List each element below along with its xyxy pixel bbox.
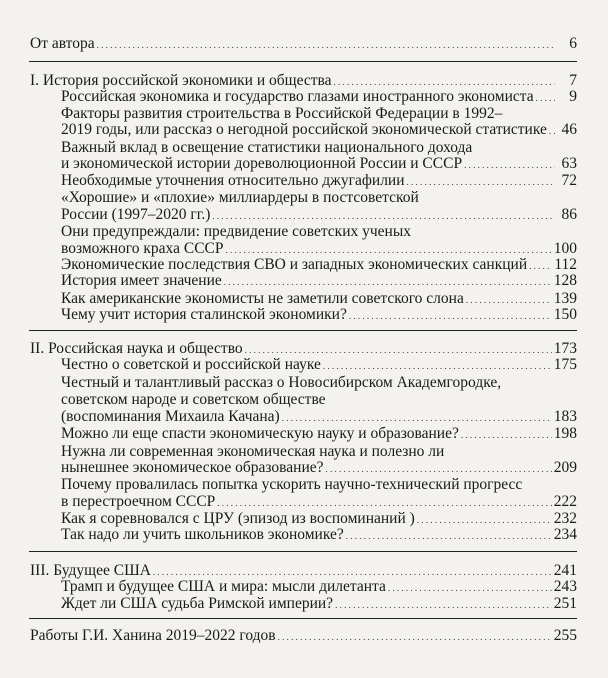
leader-dots	[407, 172, 555, 191]
toc-entry-title: Экономические последствия СВО и западных экономических санкций	[61, 256, 528, 273]
toc-entry-page: 243	[553, 578, 577, 595]
toc-entry-page: 150	[553, 306, 577, 323]
toc-entry-page: 112	[554, 256, 577, 273]
toc-entry-page: 173	[553, 340, 577, 357]
leader-dots	[536, 88, 555, 107]
toc-entry-page: 100	[553, 240, 577, 257]
toc-entry-title: в перестроечном СССР	[61, 493, 216, 510]
toc-entry-title-line: «Хорошие» и «плохие» миллиардеры в постсоветской	[61, 189, 419, 206]
leader-dots	[335, 595, 552, 614]
toc-entry-title: 2019 годы, или рассказ о негодной российской экономической статистике	[61, 121, 547, 138]
leader-dots	[97, 35, 555, 54]
toc-entry	[61, 306, 577, 325]
toc-entry-title: Трамп и будущее США и мира: мысли дилетанта	[61, 578, 386, 595]
toc-entry-title: России (1997–2020 гг.)	[61, 206, 211, 223]
toc-entry-page: 63	[561, 155, 577, 172]
toc-entry-from-author	[30, 35, 577, 54]
toc-entry-title: История имеет значение	[61, 272, 222, 289]
toc-entry-page: 6	[569, 35, 577, 52]
toc-entry-title: Чему учит история сталинской экономики?	[61, 306, 347, 323]
toc-entry-title-line: Они предупреждали: предвидение советских ученых	[61, 223, 412, 240]
toc-entry	[61, 526, 577, 545]
toc-entry-page: 9	[569, 88, 577, 105]
toc-entry-title-line: Факторы развития строительства в Российской Федерации в 1992–	[61, 105, 503, 122]
toc-entry-title: и экономической истории дореволюционной России и СССР	[61, 155, 463, 172]
section-divider	[29, 618, 577, 619]
toc-entry-page: 209	[553, 459, 577, 476]
section-divider	[29, 330, 577, 331]
toc-entry-page: 128	[553, 272, 577, 289]
leader-dots	[323, 356, 552, 375]
toc-entry-title: возможного краха СССР	[61, 240, 224, 257]
toc-entry	[61, 356, 577, 375]
toc-part-title: I. История российской экономики и общества	[30, 72, 332, 89]
toc-entry-title: Необходимые уточнения относительно джугафилии	[61, 172, 405, 189]
toc-entry-page: 251	[553, 595, 577, 612]
toc-entry-title: Так надо ли учить школьников экономике?	[61, 526, 344, 543]
toc-entry-page: 86	[561, 206, 577, 223]
toc-entry	[61, 121, 577, 140]
leader-dots	[349, 306, 552, 325]
toc-entry-page: 139	[553, 290, 577, 307]
toc-entry-title: Честно о советской и российской науке	[61, 356, 321, 373]
toc-entry-page: 232	[553, 510, 577, 527]
toc-entry-title: (воспоминания Михаила Качана)	[61, 408, 280, 425]
toc-entry-page: 234	[553, 526, 577, 543]
toc-entry-title: Российская экономика и государство глазами иностранного экономиста	[61, 88, 534, 105]
leader-dots	[549, 121, 555, 140]
section-divider	[29, 551, 577, 552]
toc-entry-title: Ждет ли США судьба Римской империи?	[61, 595, 334, 612]
toc-entry-title: От автора	[30, 35, 95, 52]
leader-dots	[346, 526, 552, 545]
toc-entry-title: Работы Г.И. Ханина 2019–2022 годов	[30, 627, 276, 644]
toc-entry-page: 198	[553, 425, 577, 442]
toc-entry-page: 255	[553, 627, 577, 644]
toc-entry-page: 222	[553, 493, 577, 510]
toc-entry	[61, 425, 577, 444]
toc-entry-page: 46	[561, 121, 577, 138]
toc-entry-title: Как американские экономисты не заметили советского слона	[61, 290, 464, 307]
toc-entry-title-line: Важный вклад в освещение статистики национального дохода	[61, 139, 473, 156]
toc-entry-page: 241	[553, 562, 577, 579]
toc-entry-title: нынешнее экономическое образование?	[61, 459, 324, 476]
toc-entry	[61, 272, 577, 291]
toc-entry-page: 72	[561, 172, 577, 189]
toc-entry-title-line: советском народе и советском обществе	[61, 391, 326, 408]
leader-dots	[278, 627, 552, 646]
toc-entry-title-line: Нужна ли современная экономическая наука и полезно ли	[61, 443, 445, 460]
toc-entry-page: 175	[553, 356, 577, 373]
section-divider	[29, 61, 577, 62]
toc-entry-title-line: Почему провалилась попытка ускорить научно-технический прогресс	[61, 476, 523, 493]
toc-entry-title: Можно ли еще спасти экономическую науку и образование?	[61, 425, 459, 442]
toc-part-title: II. Российская наука и общество	[30, 340, 243, 357]
toc-entry-title: Как я соревновался с ЦРУ (эпизод из воспоминаний )	[61, 510, 415, 527]
toc-part-title: III. Будущее США	[30, 562, 151, 579]
leader-dots	[461, 425, 552, 444]
toc-entry	[61, 595, 577, 614]
toc-entry-page: 183	[553, 408, 577, 425]
toc-entry-works	[30, 627, 577, 646]
leader-dots	[224, 272, 552, 291]
toc-entry-page: 7	[569, 72, 577, 89]
toc-entry-title-line: Честный и талантливый рассказ о Новосибирском Академгородке,	[61, 374, 502, 391]
